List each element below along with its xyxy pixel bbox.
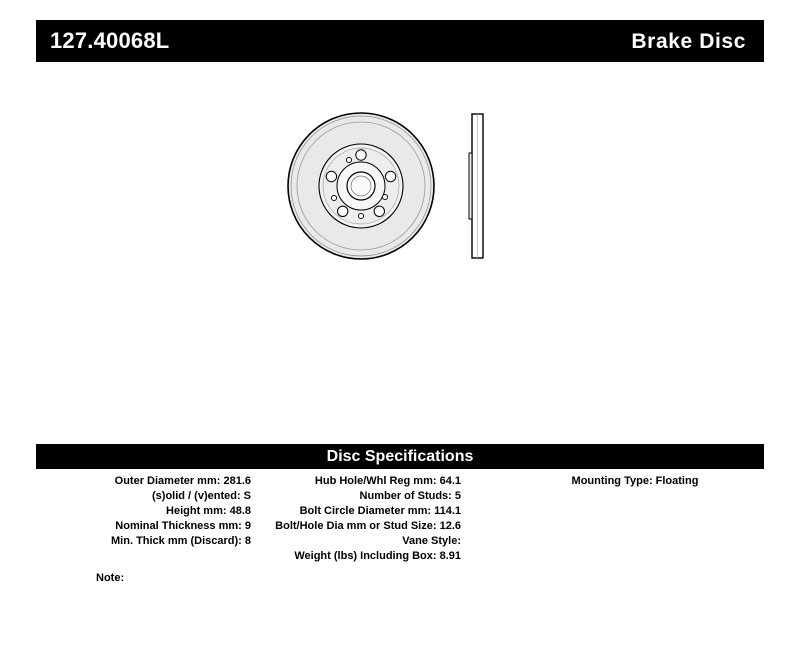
header-bar [36,20,764,62]
rotor-front-view [288,113,434,259]
spec-title-bar [36,444,764,469]
spec-column-right [506,474,764,489]
product-image-area [36,70,764,420]
spec-item: Mounting Type: Floating [571,475,699,487]
spec-item: Outer Diameter mm: 281.6 [114,475,251,487]
spec-item: Height mm: 48.8 [166,505,251,517]
spec-item: Nominal Thickness mm: 9 [115,520,251,532]
part-number: 127.40068L [50,28,170,53]
brake-disc-illustration [276,98,536,298]
spec-item: (s)olid / (v)ented: S [152,490,251,502]
spec-body [36,474,764,594]
spec-item: Weight (lbs) Including Box: 8.91 [294,550,461,562]
spec-item: Min. Thick mm (Discard): 8 [111,535,251,547]
spec-column-left [36,474,251,549]
spec-title: Disc Specifications [326,447,474,465]
note-label: Note: [96,572,125,584]
spec-item: Bolt Circle Diameter mm: 114.1 [299,505,461,517]
spec-item: Bolt/Hole Dia mm or Stud Size: 12.6 [275,520,461,532]
rotor-edge-view [469,114,483,258]
spec-item: Hub Hole/Whl Reg mm: 64.1 [314,475,461,487]
spec-item: Vane Style: [402,535,461,547]
product-type-label: Brake Disc [631,29,746,53]
spec-column-middle [261,474,461,564]
spec-item: Number of Studs: 5 [359,490,461,502]
